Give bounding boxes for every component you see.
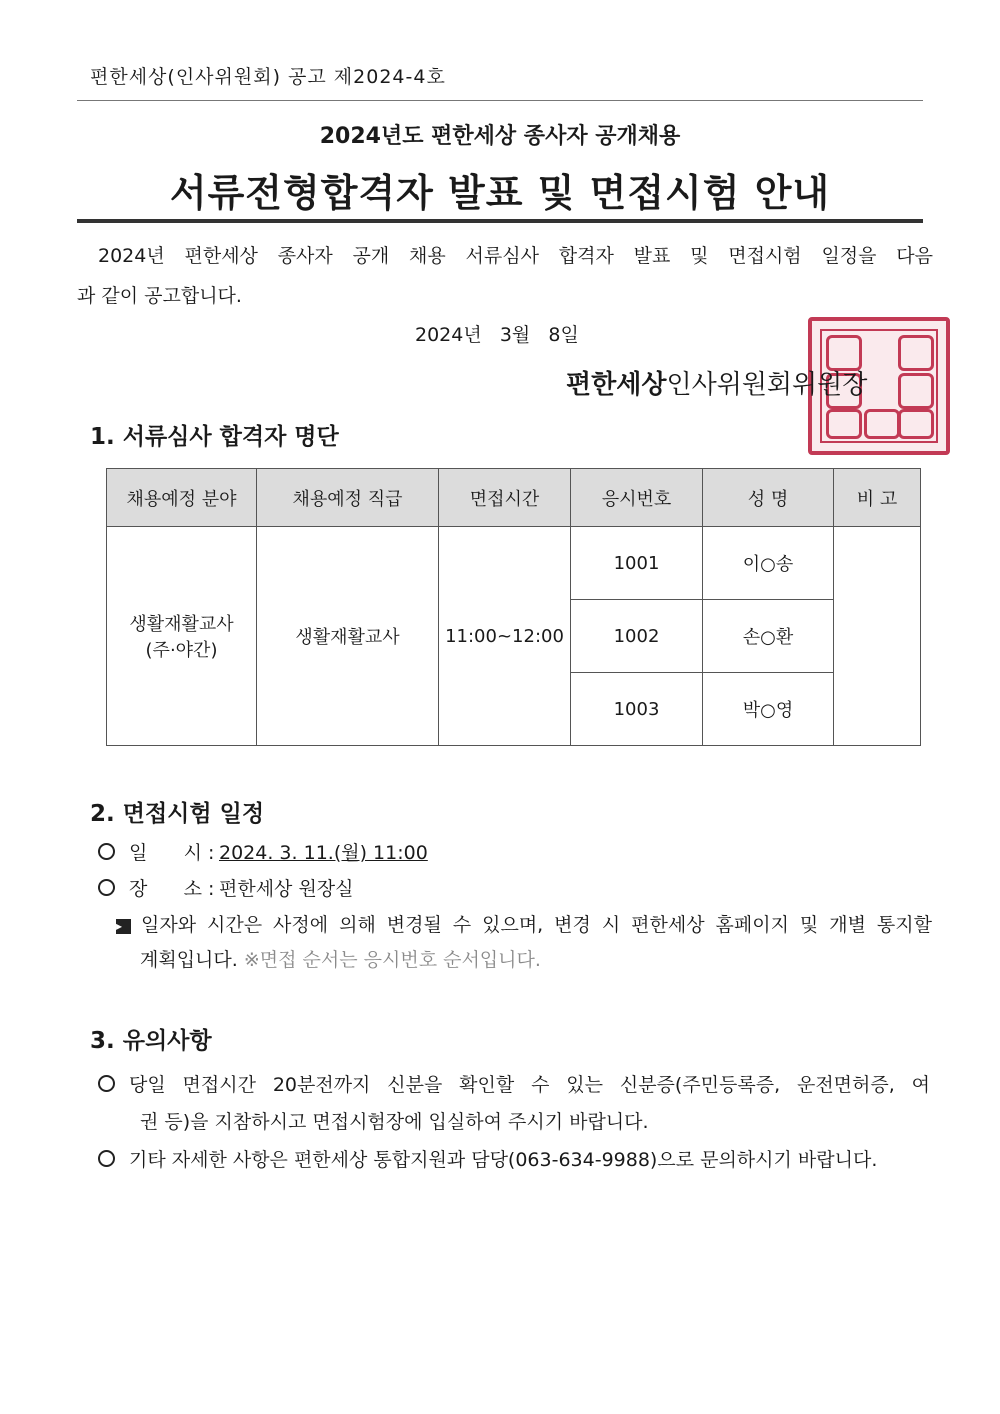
applicant-table — [106, 468, 921, 746]
notice-number: 편한세상(인사위원회) 공고 제2024-4호 — [90, 66, 446, 88]
caution-item-2 — [98, 1145, 877, 1172]
seal-glyph — [898, 409, 934, 439]
seal-glyph — [864, 409, 900, 439]
schedule-date-item — [98, 838, 428, 865]
seal-glyph — [898, 373, 934, 409]
intro-line-2: 과 같이 공고합니다. — [77, 285, 242, 307]
applicant-number: 1003 — [571, 673, 703, 746]
position-cell: 생활재활교사 — [257, 527, 439, 746]
caution-item-1 — [98, 1070, 930, 1097]
schedule-note-line-1 — [116, 910, 932, 937]
schedule-note-line-2 — [140, 945, 541, 972]
section-2-heading: 2. 면접시험 일정 — [90, 801, 265, 827]
applicant-name: 손○환 — [703, 600, 834, 673]
schedule-note-text-2: 계획입니다. — [140, 949, 238, 971]
remarks-cell — [834, 527, 921, 746]
field-line-2: (주·야간) — [145, 640, 218, 661]
column-header: 응시번호 — [571, 469, 703, 527]
circle-bullet-icon — [98, 1150, 115, 1167]
interview-order-note: ※면접 순서는 응시번호 순서입니다. — [243, 949, 541, 971]
caution-item-1-cont: 권 등)을 지참하시고 면접시험장에 입실하여 주시기 바랍니다. — [140, 1111, 649, 1133]
field-line-1: 생활재활교사 — [129, 614, 234, 635]
schedule-place-item — [98, 874, 354, 901]
column-header: 면접시간 — [439, 469, 571, 527]
column-header: 채용예정 분야 — [107, 469, 257, 527]
announcement-date: 2024년 3월 8일 — [415, 324, 579, 346]
circle-bullet-icon — [98, 879, 115, 896]
table-row — [107, 527, 921, 600]
applicant-name: 박○영 — [703, 673, 834, 746]
title-divider — [77, 219, 923, 223]
schedule-date-label: 일 시 : — [129, 842, 215, 864]
seal-glyph — [826, 409, 862, 439]
applicant-number: 1002 — [571, 600, 703, 673]
arrow-box-icon: ▸ — [116, 919, 131, 934]
schedule-date-value: 2024. 3. 11.(월) 11:00 — [219, 842, 428, 864]
column-header: 성 명 — [703, 469, 834, 527]
circle-bullet-icon — [98, 1075, 115, 1092]
caution-item-1-text: 당일 면접시간 20분전까지 신분을 확인할 수 있는 신분증(주민등록증, 운전면허증, 여 — [129, 1074, 930, 1096]
section-3-heading: 3. 유의사항 — [90, 1028, 212, 1054]
applicant-number: 1001 — [571, 527, 703, 600]
column-header: 채용예정 직급 — [257, 469, 439, 527]
column-header: 비 고 — [834, 469, 921, 527]
schedule-place-label: 장 소 : — [129, 878, 215, 900]
document-title: 서류전형합격자 발표 및 면접시험 안내 — [169, 171, 831, 215]
document-subtitle: 2024년도 편한세상 종사자 공개채용 — [319, 124, 681, 149]
signer — [566, 364, 867, 401]
signer-org: 편한세상 — [566, 370, 667, 400]
section-1-heading: 1. 서류심사 합격자 명단 — [90, 424, 339, 450]
circle-bullet-icon — [98, 843, 115, 860]
field-cell — [107, 527, 257, 746]
schedule-note-text: 일자와 시간은 사정에 의해 변경될 수 있으며, 변경 시 편한세상 홈페이지 및 개별 통지할 — [141, 914, 932, 936]
schedule-place-value: 편한세상 원장실 — [219, 878, 354, 900]
signer-title: 인사위원회위원장 — [666, 370, 868, 400]
applicant-name: 이○송 — [703, 527, 834, 600]
seal-glyph — [898, 335, 934, 371]
table-header-row — [107, 469, 921, 527]
intro-line-1: 2024년 편한세상 종사자 공개 채용 서류심사 합격자 발표 및 면접시험 일정을 다음 — [98, 245, 933, 267]
header-divider — [77, 100, 923, 101]
caution-item-2-text: 기타 자세한 사항은 편한세상 통합지원과 담당(063-634-9988)으로 문의하시기 바랍니다. — [129, 1149, 878, 1171]
time-cell: 11:00~12:00 — [439, 527, 571, 746]
